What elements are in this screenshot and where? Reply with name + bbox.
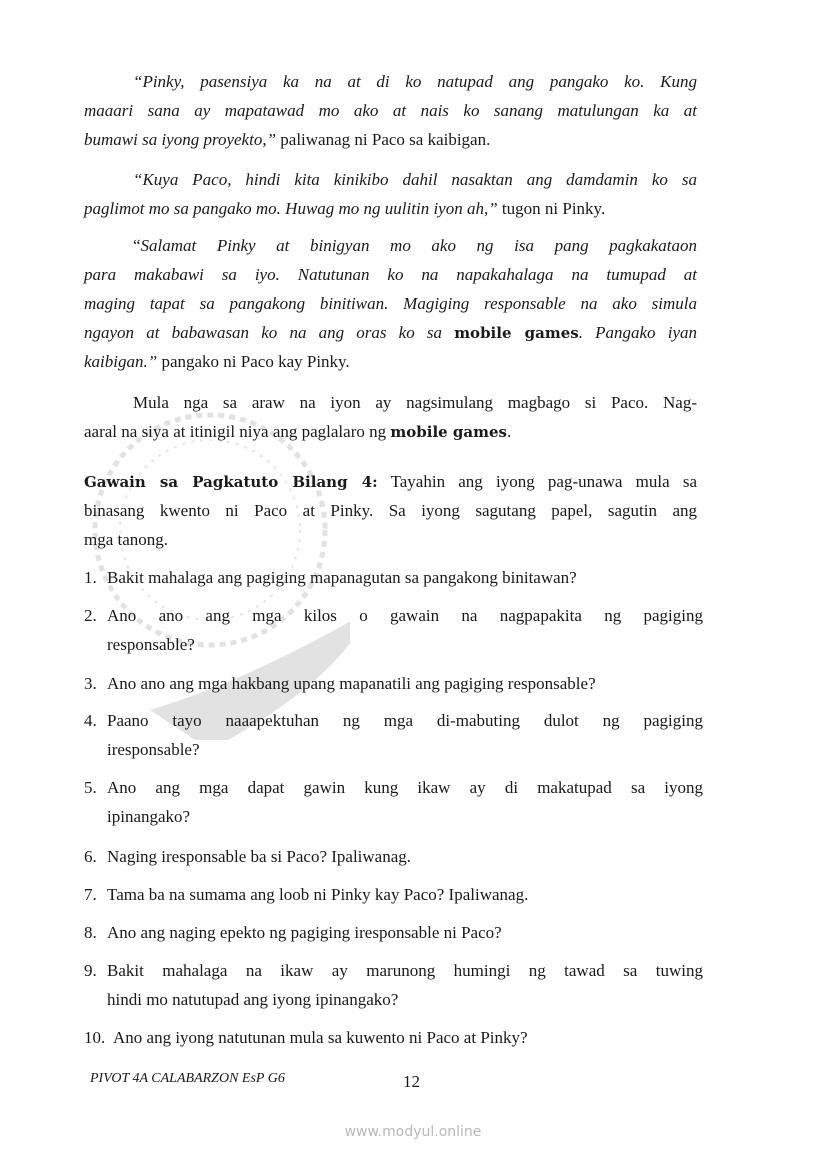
paragraph-paco-apology-line: [84, 100, 697, 122]
question-text: Ano ang naging epekto ng pagiging iresponsable ni Paco?: [107, 923, 502, 942]
italic-text: “Kuya Paco, hindi kita kinikibo dahil nasaktan ang damdamin ko sa: [133, 170, 697, 189]
italic-text: ngayon at babawasan ko na ang oras ko sa: [84, 323, 455, 342]
paragraph-paco-promise-line: [84, 351, 350, 373]
site-watermark: www.modyul.online: [344, 1124, 482, 1140]
text: “: [133, 236, 141, 255]
text: aaral na siya at itinigil niya ang paglalaro ng: [84, 422, 391, 441]
question-text: Bakit mahalaga na ikaw ay marunong humingi ng tawad sa tuwing: [107, 961, 703, 980]
question-text: responsable?: [107, 635, 195, 654]
paragraph-paco-apology-line: [84, 129, 490, 151]
question-text: ipinangako?: [107, 807, 191, 826]
question-text: Ano ano ang mga kilos o gawain na nagpapakita ng pagiging: [107, 606, 703, 625]
paragraph-paco-promise-line: [84, 264, 697, 286]
page-number: 12: [403, 1072, 420, 1091]
italic-text: kaibigan.”: [84, 352, 158, 371]
paragraph-pinky-reply-line: [84, 198, 605, 220]
question-number: 1.: [84, 568, 97, 587]
paragraph-paco-promise-line: [133, 235, 697, 257]
activity-instructions-line: [84, 529, 168, 551]
paragraph-paco-promise-line: [84, 322, 697, 344]
italic-text: paglimot mo sa pangako mo. Huwag mo ng uulitin iyon ah,”: [84, 199, 498, 218]
paragraph-paco-change-line: [133, 392, 697, 414]
text: Tayahin ang iyong pag-unawa mula sa: [377, 472, 697, 491]
bold-text: mobile games: [390, 423, 507, 441]
text: binasang kwento ni Paco at Pinky. Sa iyong sagutang papel, sagutin ang: [84, 501, 697, 520]
activity-instructions-line: [84, 471, 697, 493]
italic-text: maging tapat sa pangakong binitiwan. Magiging responsable na ako simula: [84, 294, 697, 313]
activity-instructions-line: [84, 500, 697, 522]
question-number: 10.: [84, 1028, 106, 1047]
italic-text: “Pinky, pasensiya ka na at di ko natupad ang pangako ko. Kung: [133, 72, 697, 91]
italic-text: para makabawi sa iyo. Natutunan ko na napakahalaga na tumupad at: [84, 265, 697, 284]
question-text: Bakit mahalaga ang pagiging mapanagutan sa pangakong binitawan?: [107, 568, 577, 587]
italic-text: Salamat Pinky at binigyan mo ako ng isa pang pagkakataon: [140, 236, 697, 255]
question-text: iresponsable?: [107, 740, 200, 759]
question-number: 8.: [84, 923, 97, 942]
text: .: [506, 422, 512, 441]
question-text: Naging iresponsable ba si Paco? Ipaliwanag.: [107, 847, 412, 866]
question-number: 7.: [84, 885, 97, 904]
text: Mula nga sa araw na iyon ay nagsimulang magbago si Paco. Nag-: [133, 393, 697, 412]
italic-text: . Pangako iyan: [578, 323, 697, 342]
paragraph-paco-promise-line: [84, 293, 697, 315]
question-text: Ano ang mga dapat gawin kung ikaw ay di makatupad sa iyong: [107, 778, 703, 797]
question-number: 2.: [84, 606, 97, 625]
italic-text: bumawi sa iyong proyekto,”: [84, 130, 277, 149]
question-text: Paano tayo naaapektuhan ng mga di-mabuting dulot ng pagiging: [107, 711, 703, 730]
paragraph-paco-apology-line: [133, 71, 697, 93]
paragraph-paco-change-line: [84, 421, 511, 443]
question-text: Ano ano ang mga hakbang upang mapanatili ang pagiging responsable?: [107, 674, 596, 693]
question-text: Ano ang iyong natutunan mula sa kuwento ni Paco at Pinky?: [113, 1028, 528, 1047]
question-number: 5.: [84, 778, 97, 797]
question-number: 6.: [84, 847, 97, 866]
text: mga tanong.: [84, 530, 169, 549]
footer-module-label: PIVOT 4A CALABARZON EsP G6: [90, 1071, 285, 1086]
question-number: 9.: [84, 961, 97, 980]
bold-text: mobile games: [454, 324, 579, 342]
question-number: 4.: [84, 711, 97, 730]
italic-text: maaari sana ay mapatawad mo ako at nais ko sanang matulungan ka at: [84, 101, 697, 120]
text: paliwanag ni Paco sa kaibigan.: [276, 130, 491, 149]
text: tugon ni Pinky.: [497, 199, 606, 218]
paragraph-pinky-reply-line: [133, 169, 697, 191]
question-text: hindi mo natutupad ang iyong ipinangako?: [107, 990, 399, 1009]
bold-text: Gawain sa Pagkatuto Bilang 4:: [84, 473, 378, 491]
text: pangako ni Paco kay Pinky.: [157, 352, 350, 371]
question-number: 3.: [84, 674, 97, 693]
question-text: Tama ba na sumama ang loob ni Pinky kay Paco? Ipaliwanag.: [107, 885, 529, 904]
